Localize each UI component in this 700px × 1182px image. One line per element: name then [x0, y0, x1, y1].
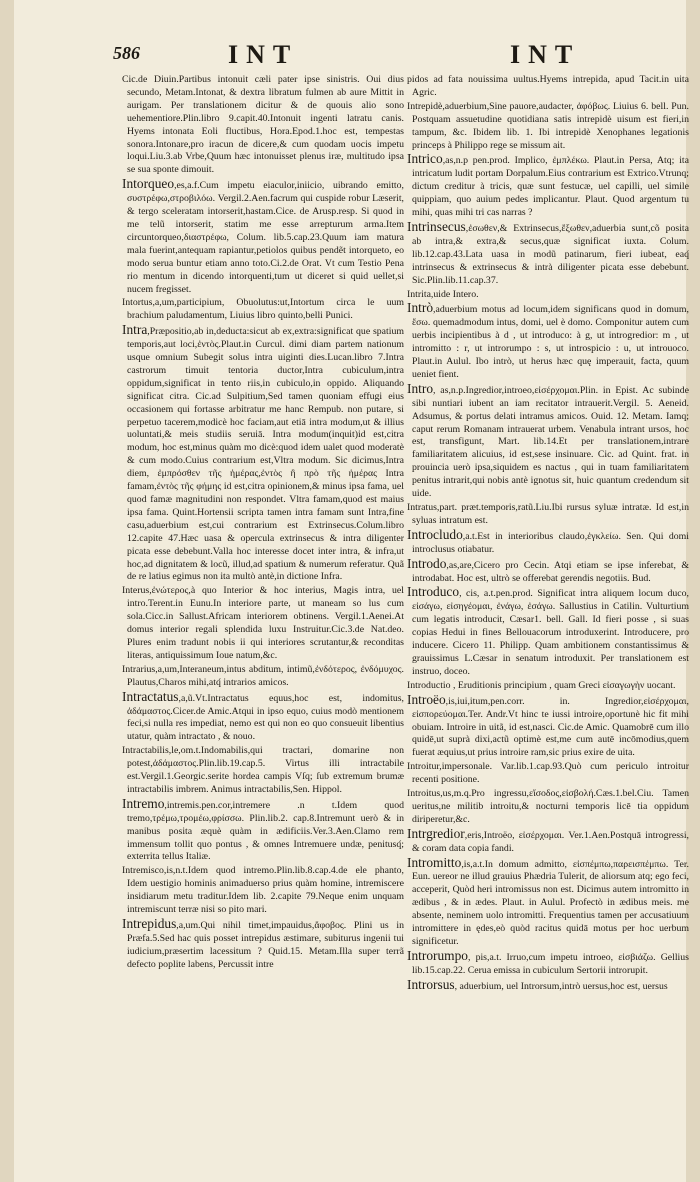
entry-text: ,a.t.Est in interioribus claudo,ἐγκλείω. Sen. Qui domi introclusus otiabatur.: [412, 530, 689, 555]
dictionary-entry: [407, 101, 689, 153]
entry-text: ,is,a.t.In domum admitto, εἰσπέμπω,παρεισπέμπω. Ter. Eun. uereor ne illud grauius Phædria Tulerit, de aliorsum atq; ego feci, acceperit, Quòd heri intromissus non est. Dicimus autem intromitto in ædibus , & in ædes. Plaut. in Aulul. Profectò in ædibus meis. me absente, neminem uolo intromitti. Frequentius tamen per accusatiuum intromittere in ędes,eò quòd racitus quidā motus per hoc uerbum significetur.: [412, 858, 689, 947]
dictionary-entry: [407, 289, 689, 302]
dictionary-entry: [407, 825, 689, 856]
dictionary-entry: [407, 153, 689, 220]
dictionary-entry: [122, 795, 404, 865]
entry-text: ,es,a.f.Cum impetu eiaculor,iniicio, uibrando emitto, συστρέφω,στροβιλόω. Vergil.2.Aen.facrum qui cuspide robur Læserit, & tergo sceleratam intorserit,hastam.Cice. de Arusp.resp. Si quod in me telũ intorserit, statim me esse arrepturum arma.Item circuntorqueo,διαστρέφω, Colum. lib.5.cap.23.Quum iam matura mala fuerint,antequam rapiantur,petiolos quibus pendẽt intorqueto, eo modo serua buntur etiam anno toto.Ci.2.de Orat. Vt cum Testio Pena rio mentum in dicendo intorquenti,tum ut diceret si quid uellet,si nucem fregisset.: [127, 180, 404, 295]
running-head-left: INT: [228, 40, 299, 69]
entry-headword: Introëo: [407, 691, 446, 707]
dictionary-entry: [122, 865, 404, 917]
dictionary-entry: [407, 854, 689, 949]
right-column: [407, 74, 689, 995]
running-head-right: INT: [510, 40, 581, 69]
entry-headword: Introduco: [407, 584, 460, 600]
entry-text: ,ἐσωθεν,& Extrinsecus,ἔξωθεν,aduerbia sunt,cõ posita ab intra,& extra,& secus,quæ significat iuxta. Colum. lib.12.cap.43.Lata uasa in modũ patinarum, fieri iubeat, eaq́ intrinsecus & extrinsecus & intrà diligenter picata esse debebunt. Sic.Plin.lib.11.cap.37.: [412, 222, 689, 286]
entry-text: Cic.de Diuin.Partibus intonuit cæli pater ipse sinistris. Oui dius secundo, Metam.Intonat, & dextra libratum fulmen ab aure Mittit in aurigam. Per translationem dicitur & de quouis alio sono uehementiore.Plin.libro 9.capit.40.Intonuit ingenti latratu canis. Hyems intonata Eoli fluctibus, Hora.Epod.1.hoc est, tempestas sonora.Intonare,pro iracun de dicere,& cum quodam uocis impetu loqui.Liu.3.ab Vrbe,Quum hæc intonuisset plenus iræ, multitudo ipsa se sua sponte dimouit.: [122, 74, 404, 176]
dictionary-entry: [407, 526, 689, 557]
entry-text: ,as,are,Cicero pro Cecin. Atqi etiam se ipse inferebat, & introdabat. Hoc est, ultrò se offerebat gerendis negotiis. Bud.: [412, 559, 689, 584]
entry-text: ,as,n.p pen.prod. Implico, ἐμπλέκω. Plaut.in Persa, Atq; ita intricatum ludit portam Dorpalum.Eius contrarium est Extrico.Vtrunq; dictum creditur à tricis, quæ sunt festucæ, uel capilli, uel simile quippiam, quo auium pedes implicantur. Plaut. Quod argentum tu mihi, quas mihi tri cas narras ?: [412, 155, 689, 219]
dictionary-entry: [407, 555, 689, 586]
entry-headword: Intrgredior: [407, 825, 465, 841]
entry-headword: Intro: [407, 380, 434, 396]
dictionary-entry: [407, 976, 689, 994]
entry-headword: Intrò: [407, 300, 434, 316]
dictionary-entry: [122, 74, 404, 177]
dictionary-entry: [407, 788, 689, 827]
entry-text: Interus,ἐνώτερος,à quo Interior & hoc interius, Magis intra, uel intro.Terent.in Eunu.In interiore parte, ut maneam so lus cum sola.Cicc.in Sallust.Africam interiorem obtinens. Vergil.1.Aenei.At domus interior regali splendida luxu Instruitur.Cic.3.de Nat.deo. Plures enim tradunt nobis ii qui interiores scrutantur,& reconditas literas, antiquissimum Ioue natum,&c.: [122, 585, 404, 661]
dictionary-entry: [122, 178, 404, 296]
entry-text: Intratus,part. præt.temporis,ratũ.Liu.Ibi rursus syluæ intratæ. Id est,in syluas intratum est.: [407, 502, 689, 526]
entry-text: pidos ad fata nouissima uultus.Hyems intrepida, apud Tacit.in uita Agric.: [407, 74, 689, 98]
entry-headword: Intractatus: [122, 688, 179, 704]
entry-headword: Introdo: [407, 555, 447, 571]
dictionary-entry: [407, 74, 689, 100]
entry-text: , aduerbium, uel Introrsum,intrò uersus,hoc est, uersus: [454, 980, 668, 992]
dictionary-entry: [407, 302, 689, 381]
dictionary-entry: [122, 585, 404, 662]
dictionary-entry: [122, 918, 404, 972]
entry-headword: Introrsus: [407, 976, 455, 992]
dictionary-entry: [407, 586, 689, 678]
entry-text: ,aduerbium motus ad locum,idem significans quod in domum, ἔσω. quemadmodum intus, domi, uel è domo. Componitur autem cum uerbis incipientibus à d , ut introduco: à g, ut introgredior: m , ut intromitto : r, ut introrumpo : s, ut introspicio : u, ut introuoco. Plaut.in Aulul. Ibo intrò, ut herus hæc quę imperauit, facta, quum ueniet fient.: [412, 304, 689, 380]
entry-text: Intortus,a,um,participium, Obuolutus:ut,Intortum circa le uum brachium paludamentum, Liuius libro quinto,belli Punici.: [122, 297, 404, 322]
entry-text: ,a,um.Qui nihil timet,impauidus,ἄφοβος. Plini us in Præfa.5.Sed hac quis posset intrepidus æstimare, subiturus ingenii tui iudicium,præsertim lacessitum ? Quid.15. Metam.Illa super terrã defecto poplite labens, Percussit intre: [127, 920, 404, 970]
entry-text: Introitus,us,m.q.Pro ingressu,εἴσοδος,εἰσβολή.Cæs.1.bel.Ciu. Tamen ueritus,ne militib introitu,& nocturni temporis licē tia oppidum diriperetur,&c.: [407, 788, 689, 825]
entry-text: , as,n.p.Ingredior,introeo,εἰσέρχομαι.Plin. in Epist. Ac subinde sibi nuntiari iubent an iam recitator intrauerit.Vergil. 5. Aeneid. Adsumus, & portus delati intramus amicos. Ouid. 12. Metam. Iamq; caput rerum Romanam intrauerat urbem. Venabula intrant ursos, hoc est, transfigunt, Mart. lib.14.Et per translationem,intrare familiaritatem alicuius, id est,sese insinuare. Cic. ad Quint. frat. in prouincia uerò ipsa,siquidem es nactus , qui in tuam familiaritatem penitus intrarit,qui nobis antè ignotus sit, huic quantum credendum sit uide.: [412, 384, 689, 500]
dictionary-entry: [407, 680, 689, 693]
page-edge-left: [0, 0, 14, 1182]
entry-headword: Intrinsecus: [407, 218, 466, 234]
dictionary-entry: [122, 745, 404, 797]
entry-text: ,is,iui,itum,pen.corr. in. Ingredior,εἰσέρχομαι, εἰσπορεύομαι.Ter. Andr.Vt hinc te iussi introire,oportunè hic fit mihi obuiam. Introire in uitã, id est,nasci. Cic.de Amic. Quamobrē cum illo quidē,ut suprà dixi,actũ optimè est,me cum autē incōmodius,quem fuerat æquius,ut prius introire ram,sic prius exire de uita.: [412, 695, 689, 759]
entry-headword: Intremo: [122, 795, 165, 811]
entry-text: Intrita,uide Intero.: [407, 288, 479, 300]
dictionary-entry: [122, 324, 404, 584]
entry-text: Intractabilis,le,om.t.Indomabilis,qui tractari, domarine non potest,ἀδάμαστος.Plin.lib.19.cap.5. Virtus illi intractabile est.Vergil.1.Georgic.serite hordea campis Vſq; ſub extremum brumæ intractabilis imbrem. Animus intractabilis,Sen. Hippol.: [122, 745, 404, 795]
dictionary-entry: [122, 297, 404, 323]
dictionary-entry: [407, 761, 689, 787]
dictionary-entry: [122, 688, 404, 745]
entry-headword: Introrumpo: [407, 947, 468, 963]
dictionary-entry: [407, 947, 689, 978]
dictionary-entry: [407, 502, 689, 528]
entry-text: Intrarius,a,um,Interaneum,intus abditum, intimũ,ἐνδότερος, ἐνδόμυχος. Plautus,Charos mihi,atq́ intrarios amicos.: [122, 663, 404, 688]
entry-headword: Intorqueo: [122, 176, 175, 192]
dictionary-entry: [407, 691, 689, 761]
entry-text: , pis,a.t. Irruo,cum impetu introeo, εἰσβιάζω. Gellius lib.15.cap.22. Cerua emissa in cubiculum Sertorii introrupit.: [412, 951, 689, 976]
entry-text: ,intremis.pen.cor,intremere .n t.Idem quod tremo,τρέμω,τρομέω,φρίσσω. Plin.lib.2. cap.8.Intremunt uerò & in manibus posita æquè quàm in ædificiis.Ver.3.Aen.Clamo rem immensum tollit quo pontus , & omnes Intremuere undæ, penitusq́; exterrita tellus Italiæ.: [127, 799, 404, 863]
entry-text: ,a,ũ.Vt.Intractatus equus,hoc est, indomitus, ἀδάμαστος.Cicer.de Amic.Atqui in ipso equo, cuius modò mentionem feci,si nulla res impediat, nemo est qui non eo quo consueuit libentius utatur, quàm intractato , & nouo.: [127, 692, 404, 743]
entry-text: Introitur,impersonale. Var.lib.1.cap.93.Quò cum periculo introitur recenti positione.: [407, 761, 689, 786]
entry-text: ,Præpositio,ab in,deducta:sicut ab ex,extra:significat que spatium temporis,aut loci,ἐντὸς.Plaut.in Curcul. dimi diam partem nationum usque omnium Subegit solus intra uiginti dies.Lucan.libro 7.Intra castrorum timuit tentoria ductor,Intra cubiculum,intra oppidum,significat in tento riis,in cubiculo,in oppido. Aliquando significat citra. Cic.ad Sulpitium,Sed tamen quoniam effugi eius occasionem qui fortasse arbitratur me hanc Rempub. non putare, si perpetuo tacerem,modicè hoc faciam,aut etiā intra modum,ut & illius uoluntati,& meis studiis seruiā. Intra modum(inquit)id est,citra modum, hoc est,minus quàm mo dicè:quod idem ualet quod moderatè & cum modo.Cuius contrarium est,Vltra modum. Sic dicimus,Intra diem, ἐμπρόσθεν τῆς ἡμέρας,ἐντὸς ἢ πρὸ τῆς ἡμέρας Intra famam,ἐντὸς τῆς φήμης id est,citra opinionem,& minus ipsa fama, uel quod famæ magnitudini non respondet. Vltra famam,quod est maius ipsa fama. Quint.Hortensii scripta tamen intra famam sunt Intra,fine casu,aduerbium est,cui contrarium est Extrinsecus.Colum.libro 12.capite 47.Hæc uasa & opercula extrinsecus & intra diligenter picata esse debebunt.Valla hoc interesse docet inter intra, & infra,ut hoc,ad dignitatem & locũ, illud,ad spatium & numerum referatur. Quã de re latius egimus non ita multò antè,in dictione Infra.: [127, 326, 404, 583]
entry-text: ,eris,Introëo, εἰσέρχομαι. Ver.1.Aen.Postquā introgressi, & coram data copia fandi.: [412, 829, 689, 854]
entry-headword: Intrepidus: [122, 916, 177, 931]
page-number: 586: [113, 43, 140, 63]
entry-headword: Introcludo: [407, 526, 463, 542]
left-column: [122, 74, 404, 973]
entry-text: Intremisco,is,n.t.Idem quod intremo.Plin.lib.8.cap.4.de ele phanto, Idem uestigio hominis animaduerso prius quàm homine, intremiscere insidiarum metu traditur.Idem lib. 2.capite 79.Neque enim unquam intremiscunt terræ nisi so pito mari.: [122, 865, 404, 916]
dictionary-entry: [122, 664, 404, 690]
dictionary-entry: [407, 218, 689, 288]
dictionary-entry: [407, 380, 689, 501]
entry-headword: Intromitto: [407, 854, 462, 870]
entry-headword: Intra: [122, 322, 148, 338]
entry-text: , cis, a.t.pen.prod. Significat intra aliquem locum duco, εἰσάγω, εἰσηγέομαι, ἐνάγω, ἐσάγω. Sallustius in Catilin. Vulturtium cum legatis introducit, Cæsar1. bell. Gall. Id fieri posse , si suas copias Hedui in fines Bellouacorum introduxerint. Introducere, pro inducere. Cicero 11. Philipp. Quam ambitionem constantissimus & grauissimus L.Cæsar in senatum introduxit. Per translationem est instruo, doceo.: [412, 588, 689, 677]
entry-text: Intrepidè,aduerbium,Sine pauore,audacter, ἀφόβως. Liuius 6. bell. Pun. Postquam assuetudine quotidiana satis intrepidè uisum est fieri,in tampum, &c. Ibidem lib. 1. Ibi intrepidè Xenophanes legationis princeps à Philippo rege se missum ait.: [407, 100, 689, 151]
entry-headword: Intrico: [407, 151, 443, 167]
entry-text: Introductio , Eruditionis principium , quam Greci εἰσαγωγὴν uocant.: [407, 679, 676, 691]
